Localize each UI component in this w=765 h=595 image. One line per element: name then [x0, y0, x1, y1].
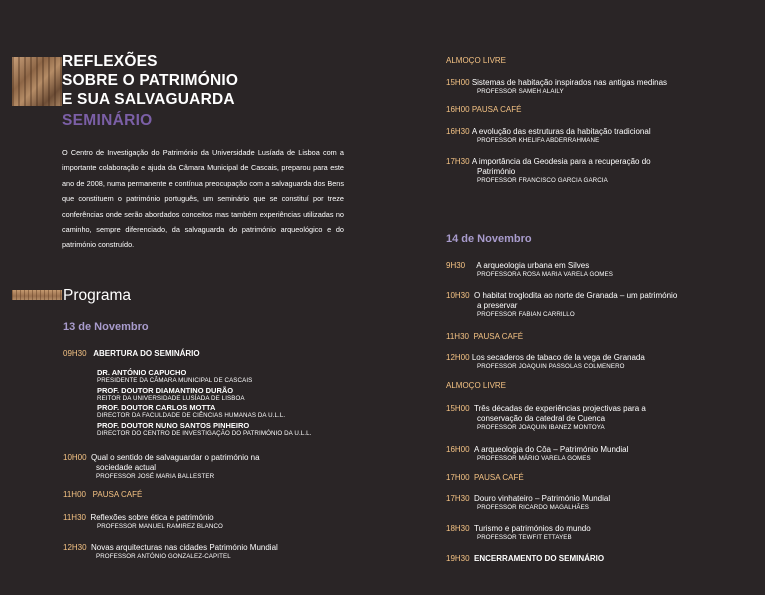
- event-title: Novas arquitecturas nas cidades Património Mundial: [91, 543, 278, 552]
- time-label: 12H00: [446, 353, 470, 362]
- pause-item: [446, 332, 523, 342]
- schedule-item: [63, 453, 353, 482]
- event-title: Sistemas de habitação inspirados nas antigas medinas: [471, 78, 668, 87]
- time-label: 16H30: [446, 127, 470, 136]
- time-label: 16H00: [446, 445, 470, 454]
- time-label: 12H30: [63, 543, 87, 552]
- day1-date: 13 de Novembro: [63, 321, 149, 333]
- event-title: Turismo e patrimónios do mundo: [474, 524, 591, 533]
- stone-capital-image: [12, 57, 62, 106]
- pause-item: [63, 490, 142, 500]
- pause-item: [446, 473, 524, 483]
- pause-item: [446, 105, 521, 115]
- speaker-role: DIRECTOR DO CENTRO DE INVESTIGAÇÃO DO PATRIMÓNIO DA U.L.L.: [97, 429, 312, 437]
- time-label: 11H30: [446, 332, 469, 341]
- event-title: O habitat troglodita ao norte de Granada – um património: [474, 291, 678, 300]
- intro-paragraph: O Centro de Investigação do Património da Universidade Lusíada de Lisboa com a importante colaboração e ajuda da Câmara Municipal de Cascais, preparou para este ano de 2008, numa permanente e contínua preocupação com a salvaguarda dos Bens que constituem o património português, um seminário que se constituí por treze conferências onde serão abordados conceitos mas também experiências utilizadas no caminho, sempre diferenciado, da salvaguarda do património arqueológico e do património construído.: [62, 148, 344, 250]
- pause-label: PAUSA CAFÉ: [471, 105, 522, 114]
- stone-texture-bar: [12, 290, 62, 300]
- event-title-cont: a preservar: [477, 301, 518, 310]
- event-title: ABERTURA DO SEMINÁRIO: [93, 349, 200, 358]
- time-label: 10H30: [446, 291, 470, 300]
- schedule-item: [446, 404, 746, 433]
- speaker-name: PROFESSOR MÁRIO VARELA GOMES: [477, 455, 591, 462]
- speaker-name: PROFESSOR JOAQUIN PASSOLAS COLMENERO: [477, 363, 625, 370]
- page-subtitle: SEMINÁRIO: [62, 112, 153, 129]
- speaker-name: DR. ANTÓNIO CAPUCHO: [97, 368, 187, 377]
- speaker-name: PROFESSOR FRANCISCO GARCIA GARCIA: [477, 177, 608, 184]
- speaker-name: PROFESSOR FABIAN CARRILLO: [477, 311, 575, 318]
- schedule-item: [446, 524, 746, 543]
- event-title: Reflexões sobre ética e património: [90, 513, 214, 522]
- opening-session: [63, 349, 353, 438]
- pause-label: PAUSA CAFÉ: [473, 332, 524, 341]
- pause-label: PAUSA CAFÉ: [92, 490, 143, 499]
- schedule-item: [63, 543, 363, 562]
- schedule-item: [446, 353, 746, 372]
- closing-item: [446, 554, 604, 564]
- schedule-item: [446, 494, 746, 513]
- speaker-name: PROFESSOR KHELIFA ABDERRAHMANE: [477, 137, 600, 144]
- speaker-name: PROF. DOUTOR NUNO SANTOS PINHEIRO: [97, 420, 250, 430]
- speaker-role: DIRECTOR DA FACULDADE DE CIÊNCIAS HUMANAS DA U.L.L.: [97, 412, 286, 419]
- speaker-name: PROFESSOR RICARDO MAGALHÃES: [477, 504, 590, 511]
- lunch-label: ALMOÇO LIVRE: [446, 381, 507, 390]
- speaker-name: PROF. DOUTOR CARLOS MOTTA: [97, 403, 216, 412]
- speaker-name: PROFESSOR SAMEH ALAILY: [477, 88, 564, 95]
- event-title: Los secaderos de tabaco de la vega de Granada: [471, 353, 645, 362]
- time-label: 16H00: [446, 105, 470, 114]
- schedule-item: [446, 127, 746, 146]
- programa-heading: Programa: [63, 287, 132, 304]
- time-label: 09H30: [63, 349, 87, 358]
- event-title: Douro vinhateiro – Património Mundial: [474, 494, 611, 503]
- pause-label: PAUSA CAFÉ: [474, 473, 524, 482]
- time-label: 11H30: [63, 513, 86, 522]
- time-label: 18H30: [446, 524, 470, 533]
- schedule-item: [446, 78, 746, 97]
- event-title: A arqueologia urbana em Silves: [476, 261, 590, 270]
- speaker-name: PROFESSOR ANTÓNIO GONZALEZ-CAPITEL: [96, 553, 231, 560]
- schedule-item: [446, 445, 746, 464]
- page-title: REFLEXÕES SOBRE O PATRIMÓNIO E SUA SALVAGUARDA: [62, 53, 239, 108]
- lunch-label: ALMOÇO LIVRE: [446, 56, 507, 65]
- time-label: 15H00: [446, 78, 470, 87]
- schedule-item: [63, 513, 353, 532]
- time-label: 19H30: [446, 554, 470, 563]
- time-label: 17H30: [446, 157, 470, 166]
- time-label: 9H30: [446, 261, 466, 270]
- event-title: Três décadas de experiências projectivas para a: [474, 404, 646, 413]
- speaker-role: REITOR DA UNIVERSIDADE LUSÍADA DE LISBOA: [97, 394, 245, 402]
- time-label: 15H00: [446, 404, 470, 413]
- event-title: A arqueologia do Côa – Património Mundial: [474, 445, 629, 454]
- event-title-cont: sociedade actual: [96, 463, 157, 472]
- speaker-name: PROFESSORA ROSA MARIA VARELA GOMES: [477, 271, 614, 278]
- speaker-name: PROFESSOR JOSÉ MARIA BALLESTER: [96, 473, 215, 480]
- event-title-cont: Património: [477, 167, 516, 176]
- time-label: 10H00: [63, 453, 87, 462]
- speaker-name: PROFESSOR MANUEL RAMIREZ BLANCO: [97, 523, 223, 530]
- event-title: A importância da Geodesia para a recuperação do: [471, 157, 651, 166]
- event-title: ENCERRAMENTO DO SEMINÁRIO: [474, 554, 605, 563]
- day2-date: 14 de Novembro: [446, 233, 532, 245]
- event-title-cont: conservação da catedral de Cuenca: [477, 414, 606, 423]
- speaker-name: PROFESSOR JOAQUIN IBANEZ MONTOYA: [477, 424, 605, 431]
- time-label: 17H00: [446, 473, 470, 482]
- time-label: 17H30: [446, 494, 470, 503]
- time-label: 11H00: [63, 490, 86, 499]
- speaker-name: PROFESSOR TEWFIT ETTAYEB: [477, 534, 572, 541]
- schedule-item: [446, 261, 746, 280]
- event-title: A evolução das estruturas da habitação tradicional: [471, 127, 651, 136]
- schedule-item: [446, 291, 746, 320]
- event-title: Qual o sentido de salvaguardar o património na: [91, 453, 260, 462]
- speaker-role: PRESIDENTE DA CÂMARA MUNICIPAL DE CASCAIS: [97, 377, 253, 384]
- speaker-name: PROF. DOUTOR DIAMANTINO DURÃO: [97, 385, 234, 395]
- schedule-item: [446, 157, 746, 186]
